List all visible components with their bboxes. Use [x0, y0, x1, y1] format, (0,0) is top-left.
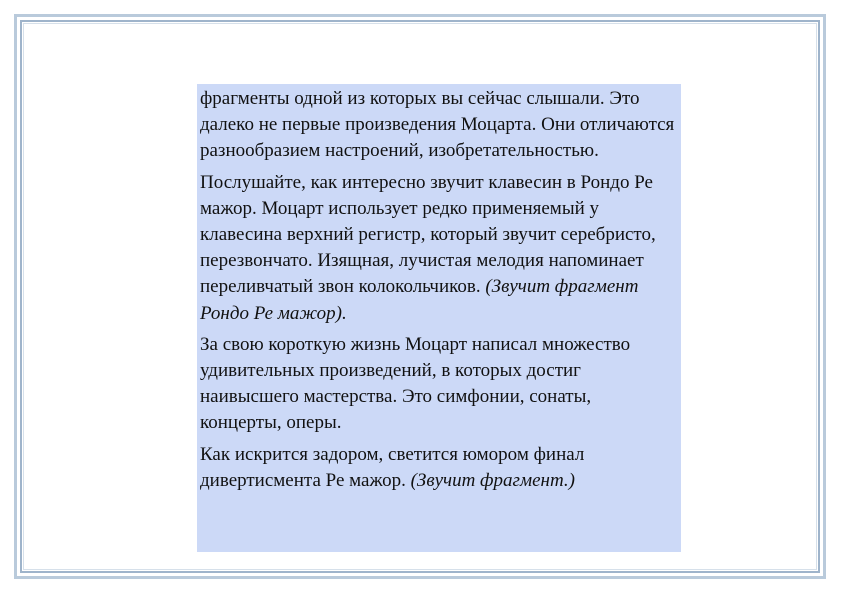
paragraph-2: [200, 170, 677, 327]
paragraph-4-text: Как искрится задором, светится юмором финал дивертисмента Ре мажор.: [200, 443, 585, 491]
paragraph-2-text: Послушайте, как интересно звучит клавесин в Рондо Ре мажор. Моцарт использует редко применяемый у клавесина верхний регистр, который звучит серебристо, перезвончато. Изящная, лучистая мелодия напоминает переливчатый звон колокольчиков.: [200, 171, 656, 298]
paragraph-1: [200, 86, 677, 165]
paragraph-4: [200, 442, 677, 494]
paragraph-1-text: фрагменты одной из которых вы сейчас слышали. Это далеко не первые произведения Моцарта. Они отличаются разнообразием настроений, изобретательностью.: [200, 88, 675, 162]
paragraph-4-note: (Звучит фрагмент.): [410, 469, 575, 491]
paragraph-2-note: (Звучит фрагмент Рондо Ре мажор).: [200, 276, 639, 324]
paragraph-3: [200, 332, 677, 437]
text-block: [197, 84, 681, 552]
paragraph-3-text: За свою короткую жизнь Моцарт написал множество удивительных произведений, в которых достиг наивысшего мастерства. Это симфонии, сонаты, концерты, оперы.: [200, 333, 631, 434]
